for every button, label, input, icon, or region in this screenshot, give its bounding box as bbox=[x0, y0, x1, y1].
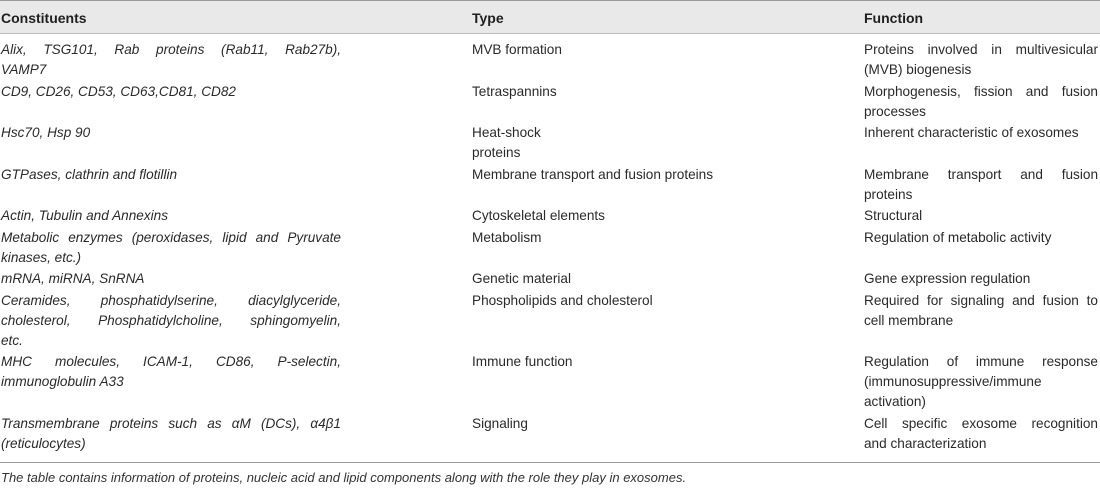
cell-constituents bbox=[1, 291, 341, 351]
cell-function bbox=[864, 40, 1098, 80]
cell-line: Required for signaling and fusion to bbox=[864, 292, 1098, 308]
cell-line: Morphogenesis, fission and fusion bbox=[864, 83, 1098, 99]
table-header bbox=[0, 0, 1100, 34]
cell-line: immunoglobulin A33 bbox=[1, 374, 124, 389]
cell-function bbox=[864, 206, 1098, 226]
cell-type bbox=[472, 269, 772, 289]
cell-function bbox=[864, 414, 1098, 454]
cell-line: activation) bbox=[864, 394, 926, 409]
table-row bbox=[0, 352, 1100, 414]
cell-line: MHC molecules, ICAM-1, CD86, P-selectin, bbox=[1, 354, 341, 369]
cell-type bbox=[472, 414, 772, 434]
cell-constituents bbox=[1, 123, 341, 143]
cell-line: Transmembrane proteins such as αM (DCs), α4β1 bbox=[1, 415, 341, 431]
cell-line: GTPases, clathrin and flotillin bbox=[1, 166, 178, 182]
cell-function bbox=[864, 352, 1098, 412]
cell-line: cholesterol, Phosphatidylcholine, sphingomyelin, bbox=[1, 312, 341, 328]
cell-constituents bbox=[1, 352, 341, 392]
cell-type bbox=[472, 82, 772, 102]
table-caption: The table contains information of proteins, nucleic acid and lipid components along with the role they play in exosomes. bbox=[1, 470, 687, 485]
cell-function bbox=[864, 228, 1098, 248]
cell-type bbox=[472, 228, 772, 248]
cell-line: Proteins involved in multivesicular bbox=[864, 42, 1098, 57]
cell-function bbox=[864, 123, 1098, 143]
cell-line: Membrane transport and fusion bbox=[864, 166, 1098, 182]
cell-type bbox=[472, 352, 772, 372]
cell-line: Cytoskeletal elements bbox=[472, 208, 605, 223]
cell-line: Phospholipids and cholesterol bbox=[472, 292, 653, 308]
cell-line: Metabolic enzymes (peroxidases, lipid and Pyruvate bbox=[1, 229, 341, 245]
cell-line: (reticulocytes) bbox=[1, 435, 86, 451]
cell-type bbox=[472, 123, 772, 163]
cell-line: Cell specific exosome recognition bbox=[864, 415, 1098, 431]
cell-line: (MVB) biogenesis bbox=[864, 62, 972, 77]
cell-line: Regulation of metabolic activity bbox=[864, 229, 1052, 245]
cell-line: Structural bbox=[864, 208, 923, 223]
cell-function bbox=[864, 269, 1098, 289]
cell-line: Inherent characteristic of exosomes bbox=[864, 125, 1079, 140]
table-row bbox=[0, 291, 1100, 353]
cell-line: Genetic material bbox=[472, 271, 571, 286]
table-row bbox=[0, 414, 1100, 456]
cell-line: Signaling bbox=[472, 415, 528, 431]
table-row bbox=[0, 269, 1100, 291]
cell-type bbox=[472, 40, 772, 60]
cell-line: Membrane transport and fusion proteins bbox=[472, 166, 714, 182]
cell-line: VAMP7 bbox=[1, 62, 47, 77]
cell-constituents bbox=[1, 228, 341, 268]
cell-line: Immune function bbox=[472, 354, 573, 369]
cell-constituents bbox=[1, 206, 341, 226]
cell-line: and characterization bbox=[864, 435, 987, 451]
cell-line: Actin, Tubulin and Annexins bbox=[1, 208, 169, 223]
table-row bbox=[0, 123, 1100, 165]
table-row bbox=[0, 40, 1100, 82]
table-row bbox=[0, 165, 1100, 207]
cell-constituents bbox=[1, 165, 341, 185]
cell-line: cell membrane bbox=[864, 312, 954, 328]
cell-line: proteins bbox=[864, 186, 913, 202]
cell-line: Gene expression regulation bbox=[864, 271, 1031, 286]
cell-function bbox=[864, 82, 1098, 122]
cell-line: Ceramides, phosphatidylserine, diacylglyceride, bbox=[1, 292, 341, 308]
cell-line: Tetraspannins bbox=[472, 83, 557, 99]
cell-line: (immunosuppressive/immune bbox=[864, 374, 1042, 389]
cell-type bbox=[472, 206, 772, 226]
cell-line: Regulation of immune response bbox=[864, 354, 1098, 369]
cell-line: kinases, etc.) bbox=[1, 249, 82, 265]
cell-function bbox=[864, 165, 1098, 205]
cell-line: Metabolism bbox=[472, 229, 542, 245]
cell-line: Alix, TSG101, Rab proteins (Rab11, Rab27b), bbox=[1, 42, 341, 57]
header-constituents: Constituents bbox=[1, 10, 87, 26]
cell-constituents bbox=[1, 82, 341, 102]
cell-type bbox=[472, 291, 772, 311]
cell-type bbox=[472, 165, 772, 185]
cell-function bbox=[864, 291, 1098, 331]
cell-constituents bbox=[1, 269, 341, 289]
cell-line: Heat-shock bbox=[472, 125, 541, 140]
cell-line: Hsc70, Hsp 90 bbox=[1, 125, 91, 140]
cell-line: processes bbox=[864, 103, 926, 119]
cell-line: MVB formation bbox=[472, 42, 562, 57]
cell-constituents bbox=[1, 40, 341, 80]
cell-constituents bbox=[1, 414, 341, 454]
table-row bbox=[0, 228, 1100, 270]
cell-line: CD9, CD26, CD53, CD63,CD81, CD82 bbox=[1, 83, 236, 99]
table-bottom-rule bbox=[0, 462, 1100, 463]
table-body bbox=[0, 40, 1100, 455]
cell-line: mRNA, miRNA, SnRNA bbox=[1, 271, 145, 286]
table-row bbox=[0, 206, 1100, 228]
cell-line: proteins bbox=[472, 145, 521, 160]
header-type: Type bbox=[472, 10, 504, 26]
table-row bbox=[0, 82, 1100, 124]
header-function: Function bbox=[864, 10, 924, 26]
cell-line: etc. bbox=[1, 332, 23, 348]
